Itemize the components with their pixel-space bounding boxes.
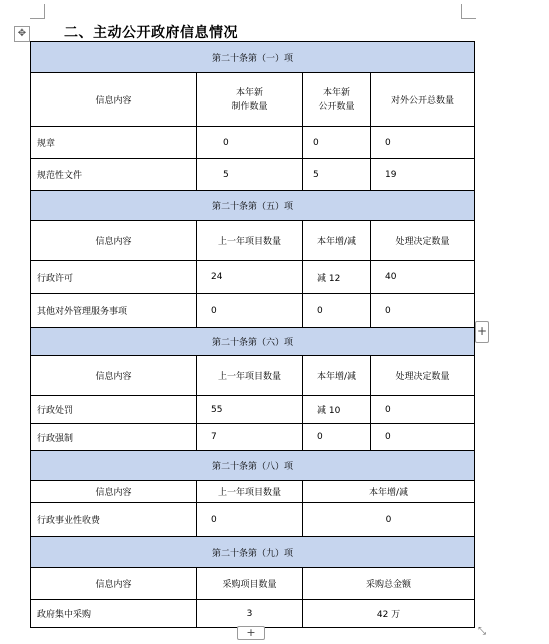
section-title: 第二十条第（六）项 (31, 328, 475, 356)
table-cell: 规范性文件 (31, 159, 197, 191)
table-row (31, 127, 475, 159)
section-title: 第二十条第（一）项 (31, 42, 475, 73)
table-row (31, 396, 475, 424)
header-line: 公开数量 (318, 101, 355, 112)
page-corner-top-right (461, 4, 476, 19)
header-cell: 信息内容 (31, 221, 197, 261)
table-cell: 0 (371, 396, 475, 424)
table-cell: 0 (197, 294, 303, 328)
table-cell: 19 (371, 159, 475, 191)
header-line: 本年新 (235, 87, 263, 98)
header-cell: 信息内容 (31, 73, 197, 127)
header-cell: 采购项目数量 (197, 568, 303, 600)
section-heading: 二、主动公开政府信息情况 (64, 25, 238, 41)
header-cell: 上一年项目数量 (197, 221, 303, 261)
header-cell: 信息内容 (31, 568, 197, 600)
table-row (31, 261, 475, 294)
header-cell: 处理决定数量 (371, 356, 475, 396)
table-cell: 0 (303, 503, 475, 537)
header-line: 制作数量 (231, 101, 268, 112)
table-cell: 0 (197, 127, 303, 159)
header-cell: 信息内容 (31, 481, 197, 503)
table-resize-handle-icon[interactable]: ⤡ (478, 626, 486, 637)
table-cell: 3 (197, 600, 303, 628)
table-cell: 行政许可 (31, 261, 197, 294)
table-row (31, 600, 475, 628)
page-corner-top-left (30, 4, 45, 19)
table-cell: 行政事业性收费 (31, 503, 197, 537)
table-row (31, 294, 475, 328)
header-cell: 本年增/减 (303, 221, 371, 261)
table-row (31, 503, 475, 537)
header-cell: 本年增/减 (303, 356, 371, 396)
table-cell: 行政强制 (31, 424, 197, 451)
table-cell: 7 (197, 424, 303, 451)
header-cell (197, 73, 303, 127)
table-cell: 减 10 (303, 396, 371, 424)
header-line: 本年新 (322, 87, 350, 98)
info-table (30, 41, 475, 628)
table-cell: 42 万 (303, 600, 475, 628)
table-cell: 0 (197, 503, 303, 537)
header-cell: 对外公开总数量 (371, 73, 475, 127)
section-title: 第二十条第（九）项 (31, 537, 475, 568)
add-row-button[interactable]: + (237, 626, 265, 640)
section-title: 第二十条第（八）项 (31, 451, 475, 481)
table-cell: 5 (303, 159, 371, 191)
table-cell: 行政处罚 (31, 396, 197, 424)
header-cell: 信息内容 (31, 356, 197, 396)
header-cell: 上一年项目数量 (197, 481, 303, 503)
table-cell: 减 12 (303, 261, 371, 294)
table-move-handle-icon[interactable]: ✥ (14, 26, 30, 42)
table-row (31, 159, 475, 191)
header-cell: 上一年项目数量 (197, 356, 303, 396)
table-cell: 5 (197, 159, 303, 191)
header-cell: 本年增/减 (303, 481, 475, 503)
header-cell: 采购总金额 (303, 568, 475, 600)
header-cell: 处理决定数量 (371, 221, 475, 261)
table-cell: 0 (303, 127, 371, 159)
table-cell: 0 (371, 294, 475, 328)
table-cell: 0 (371, 127, 475, 159)
table-row (31, 424, 475, 451)
table-cell: 0 (303, 424, 371, 451)
table-cell: 40 (371, 261, 475, 294)
table-cell: 政府集中采购 (31, 600, 197, 628)
header-cell (303, 73, 371, 127)
table-cell: 其他对外管理服务事项 (31, 294, 197, 328)
section-title: 第二十条第（五）项 (31, 191, 475, 221)
table-cell: 规章 (31, 127, 197, 159)
add-column-button[interactable]: + (475, 321, 489, 343)
table-cell: 55 (197, 396, 303, 424)
table-cell: 0 (371, 424, 475, 451)
table-cell: 0 (303, 294, 371, 328)
table-cell: 24 (197, 261, 303, 294)
